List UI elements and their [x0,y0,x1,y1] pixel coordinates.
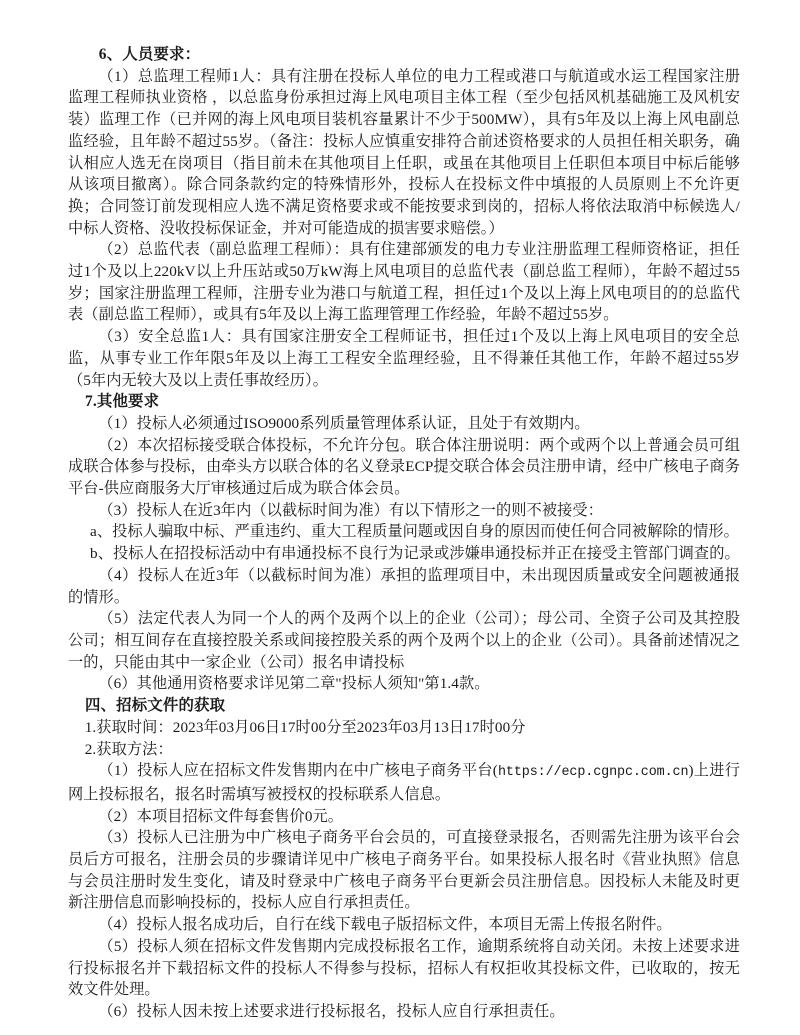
paragraph-other-6: （6）其他通用资格要求详见第二章"投标人须知"第1.4款。 [98,675,490,693]
paragraph-acquisition-3: （3）投标人已注册为中广核电子商务平台会员的，可直接登录报名，否则需先注册为该平台会员后方可报名，注册会员的步骤请详见中广核电子商务平台。如果投标人报名时《营业执照》信息与会员注册时发生变化，请及时登录中广核电子商务平台更新会员注册信息。因投标人未能及时更新注册信息而影响投标的，投标人应自行承担责任。 [68,829,740,912]
paragraph-acquisition-2: （2）本项目招标文件每套售价0元。 [98,807,344,825]
paragraph-other-5: （5）法定代表人为同一个人的两个及两个以上的企业（公司）；母公司、全资子公司及其控股公司；相互间存在直接控股关系或间接控股关系的两个及两个以上的企业（公司）。具备前述情况之一的，只能由其中一家企业（公司）报名申请投标 [68,610,740,671]
paragraph-personnel-1: （1）总监理工程师1人：具有注册在投标人单位的电力工程或港口与航道或水运工程国家注册监理工程师执业资格 ，以总监身份承担过海上风电项目主体工程（至少包括风机基础施工及风机安装）监理工作（已并网的海上风电项目装机容量累计不少于500MW），具有5年及以上海上风电副总监经验，且年龄不超过55岁。（备注：投标人应慎重安排符合前述资格要求的人员担任相关职务，确认相应人选无在岗项目（指目前未在其他项目上任职，或虽在其他项目上任职但本项目中标后能够从该项目撤离）。除合同条款约定的特殊情形外，投标人在投标文件中填报的人员原则上不允许更换；合同签订前发现相应人选不满足资格要求或不能按要求到岗的，招标人将依法取消中标候选人/中标人资格、没收投标保证金，并对可能造成的损害要求赔偿。） [68,67,740,237]
paragraph-acquisition-5: （5）投标人须在招标文件发售期内完成投标报名工作，逾期系统将自动关闭。未按上述要求进行投标报名并下载招标文件的投标人不得参与投标，招标人有权拒收其投标文件，已收取的，按无效文件处理。 [68,937,740,999]
paragraph-acquisition-4: （4）投标人报名成功后，自行在线下载电子版招标文件，本项目无需上传报名附件。 [98,916,672,934]
platform-url: https://ecp.cgnpc.com.cn [497,765,689,781]
section-heading-personnel: 6、人员要求： [98,46,201,63]
paragraph-personnel-3: （3）安全总监1人：具有国家注册安全工程师证书，担任过1个及以上海上风电项目的安全总监，从事专业工作年限5年及以上海工工程安全监理经验，且不得兼任其他工作，年龄不超过55岁（5年内无较大及以上责任事故经历）。 [68,328,740,389]
paragraph-other-item-a: a、投标人骗取中标、严重违约、重大工程质量问题或因自身的原因而使任何合同被解除的情形。 [90,523,739,541]
paragraph-acquisition-6: （6）投标人因未按上述要求进行投标报名，投标人应自行承担责任。 [98,1002,565,1020]
document-body [68,44,740,1023]
acquisition-method-line: 2.获取方法： [84,740,173,758]
paragraph-other-3: （3）投标人在近3年内（以截标时间为准）有以下情形之一的则不被接受： [98,501,603,519]
acquisition-time-line: 1.获取时间：2023年03月06日17时00分至2023年03月13日17时00分 [84,718,526,736]
section-heading-acquisition: 四、招标文件的获取 [84,697,226,715]
paragraph-personnel-2: （2）总监代表（副总监理工程师）：具有住建部颁发的电力专业注册监理工程师资格证，担任过1个及以上220kV以上升压站或50万kW海上风电项目的总监代表（副总监工程师），年龄不超过55岁；国家注册监理工程师，注册专业为港口与航道工程，担任过1个及以上海上风电项目的的总监代表（副总监工程师），或具有5年及以上海工监理管理工作经验，年龄不超过55岁。 [68,241,740,324]
paragraph-other-item-b: b、投标人在招投标活动中有串通投标不良行为记录或涉嫌串通投标并正在接受主管部门调查的。 [90,545,740,563]
paragraph-acquisition-1: （1）投标人应在招标文件发售期内在中广核电子商务平台(https://ecp.cgnpc.com.cn)上进行网上投标报名，报名时需填写被授权的投标联系人信息。 [68,762,740,803]
paragraph-other-2: （2）本次招标接受联合体投标，不允许分包。联合体注册说明：两个或两个以上普通会员可组成联合体参与投标，由牵头方以联合体的名义登录ECP提交联合体会员注册申请，经中广核电子商务平台-供应商服务大厅审核通过后成为联合体会员。 [68,436,740,498]
section-heading-other-requirements: 7.其他要求 [84,393,160,411]
paragraph-other-1: （1）投标人必须通过ISO9000系列质量管理体系认证，且处于有效期内。 [98,414,590,432]
paragraph-other-4: （4）投标人在近3年（以截标时间为准）承担的监理项目中，未出现因质量或安全问题被通报的情形。 [68,566,740,606]
